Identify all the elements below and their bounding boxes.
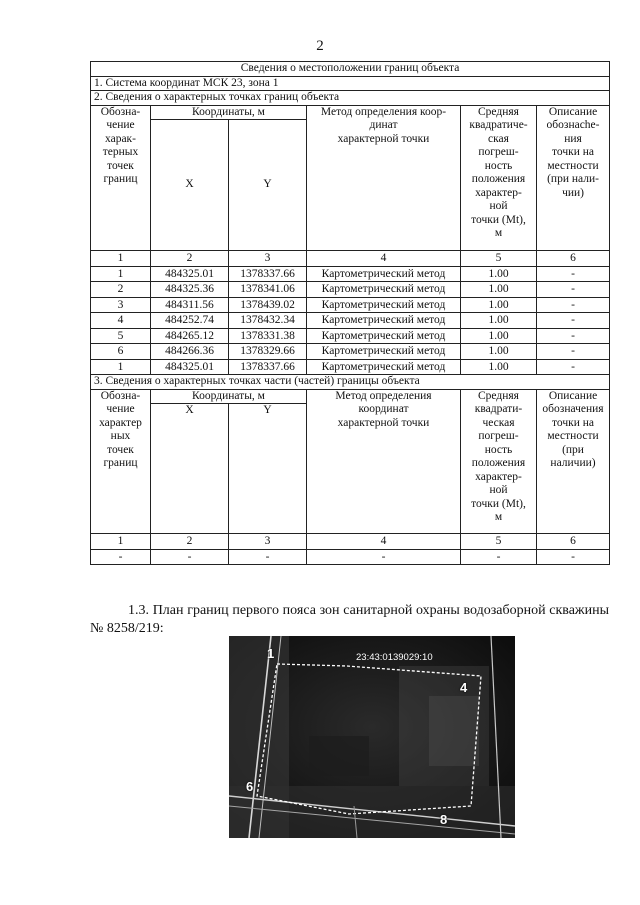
table-row <box>91 282 610 298</box>
table-row <box>91 344 610 360</box>
cell-x: 484265.12 <box>151 328 229 344</box>
cell-error: 1.00 <box>461 297 537 313</box>
cell-error: 1.00 <box>461 359 537 375</box>
cell-error: 1.00 <box>461 266 537 282</box>
cell-method: - <box>307 549 461 565</box>
boundary-map-image <box>229 636 515 838</box>
header-error: Средняя квадратиче- ская погреш- ность положения характер- ной точки (Mt), м <box>461 105 537 251</box>
header-method: Метод определения коор- динат характерной точки <box>307 105 461 251</box>
column-number: 6 <box>537 251 610 267</box>
header-y: Y <box>229 404 307 534</box>
plan-heading <box>90 602 609 638</box>
cell-x: 484266.36 <box>151 344 229 360</box>
column-number: 2 <box>151 534 229 550</box>
table-title: Сведения о местоположении границ объекта <box>91 62 610 77</box>
column-number: 5 <box>461 534 537 550</box>
cell-error: 1.00 <box>461 328 537 344</box>
cell-y: - <box>229 549 307 565</box>
cell-x: 484252.74 <box>151 313 229 329</box>
cell-error: 1.00 <box>461 344 537 360</box>
column-number: 6 <box>537 534 610 550</box>
column-number: 3 <box>229 534 307 550</box>
header-point: Обозна- чение характер ных точек границ <box>91 389 151 534</box>
cadastral-number-label: 23:43:0139029:10 <box>356 652 433 663</box>
column-number: 1 <box>91 534 151 550</box>
cell-description: - <box>537 328 610 344</box>
column-number: 2 <box>151 251 229 267</box>
header-x: X <box>151 404 229 534</box>
table-row <box>91 297 610 313</box>
cell-point: - <box>91 549 151 565</box>
point-label: 1 <box>267 646 275 661</box>
cell-x: 484325.01 <box>151 266 229 282</box>
point-label: 8 <box>440 812 448 827</box>
header-coords: Координаты, м <box>151 105 307 120</box>
table-row <box>91 313 610 329</box>
header-coords: Координаты, м <box>151 389 307 404</box>
cell-y: 1378341.06 <box>229 282 307 298</box>
cell-y: 1378439.02 <box>229 297 307 313</box>
column-number: 4 <box>307 251 461 267</box>
header-error: Средняя квадрати- ческая погреш- ность положения характер- ной точки (Mt), м <box>461 389 537 534</box>
cell-description: - <box>537 344 610 360</box>
cell-x: 484325.36 <box>151 282 229 298</box>
cell-y: 1378329.66 <box>229 344 307 360</box>
cell-point: 3 <box>91 297 151 313</box>
cell-description: - <box>537 359 610 375</box>
table-row <box>91 359 610 375</box>
header-description: Описание обозначения точки на местности (при наличии) <box>537 389 610 534</box>
page-number: 2 <box>316 38 324 54</box>
table-row <box>91 549 610 565</box>
plan-heading-text: 1.3. План границ первого пояса зон санитарной охраны водозаборной скважины № 8258/219: <box>90 603 609 636</box>
cell-method: Картометрический метод <box>307 266 461 282</box>
column-number-row <box>91 251 610 267</box>
cell-method: Картометрический метод <box>307 359 461 375</box>
column-number-row <box>91 534 610 550</box>
cell-method: Картометрический метод <box>307 344 461 360</box>
column-number: 3 <box>229 251 307 267</box>
aerial-photo <box>229 636 515 838</box>
header-method: Метод определения координат характерной точки <box>307 389 461 534</box>
cell-y: 1378331.38 <box>229 328 307 344</box>
cell-x: - <box>151 549 229 565</box>
cell-y: 1378432.34 <box>229 313 307 329</box>
table-row <box>91 328 610 344</box>
cell-point: 4 <box>91 313 151 329</box>
cell-description: - <box>537 266 610 282</box>
section-coordinate-system: 1. Система координат МСК 23, зона 1 <box>91 76 610 91</box>
header-point: Обозна- чение харак- терных точек границ <box>91 105 151 251</box>
cell-x: 484311.56 <box>151 297 229 313</box>
cell-point: 1 <box>91 359 151 375</box>
header-description: Описание обознache- ния точки на местности (при нали- чии) <box>537 105 610 251</box>
cell-method: Картометрический метод <box>307 313 461 329</box>
column-number: 5 <box>461 251 537 267</box>
cell-error: - <box>461 549 537 565</box>
column-number: 1 <box>91 251 151 267</box>
cell-error: 1.00 <box>461 313 537 329</box>
boundary-table <box>90 61 610 565</box>
point-label: 4 <box>460 680 468 695</box>
header-y: Y <box>229 120 307 251</box>
section-boundary-points: 2. Сведения о характерных точках границ объекта <box>91 91 610 106</box>
cell-description: - <box>537 313 610 329</box>
cell-method: Картометрический метод <box>307 282 461 298</box>
cell-error: 1.00 <box>461 282 537 298</box>
cell-x: 484325.01 <box>151 359 229 375</box>
cell-description: - <box>537 549 610 565</box>
table-row <box>91 266 610 282</box>
cell-y: 1378337.66 <box>229 359 307 375</box>
cell-method: Картометрический метод <box>307 328 461 344</box>
cell-description: - <box>537 282 610 298</box>
point-label: 6 <box>246 779 254 794</box>
cell-point: 6 <box>91 344 151 360</box>
cell-method: Картометрический метод <box>307 297 461 313</box>
cell-y: 1378337.66 <box>229 266 307 282</box>
cell-point: 1 <box>91 266 151 282</box>
cell-description: - <box>537 297 610 313</box>
column-number: 4 <box>307 534 461 550</box>
header-x: X <box>151 120 229 251</box>
cell-point: 2 <box>91 282 151 298</box>
section-part-points: 3. Сведения о характерных точках части (частей) границы объекта <box>91 375 610 390</box>
cell-point: 5 <box>91 328 151 344</box>
